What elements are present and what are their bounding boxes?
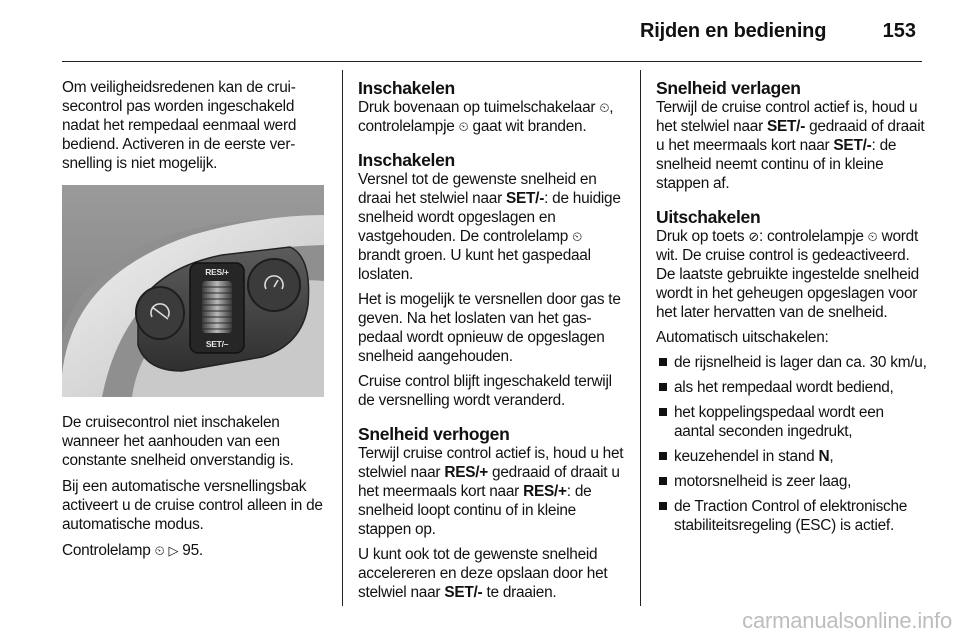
ref-prefix: Controlelamp bbox=[62, 542, 151, 559]
list-item: de rijsnelheid is lager dan ca. 30 km/u, bbox=[656, 353, 928, 372]
set-label: SET/– bbox=[205, 339, 229, 349]
ref-suffix: 95. bbox=[182, 542, 203, 559]
bold-text: RES/+ bbox=[444, 464, 488, 481]
text: gedraaid of draait u het meermaals kort naar bbox=[656, 118, 925, 154]
list-item: als het rempedaal wordt bediend, bbox=[656, 378, 928, 397]
list-item bbox=[656, 447, 928, 466]
text: U kunt ook tot de gewenste snelheid accelereren en deze opslaan door het stelwiel naar bbox=[358, 546, 608, 601]
bold-text: SET/- bbox=[506, 190, 545, 207]
page-reference bbox=[62, 541, 328, 560]
paragraph bbox=[358, 444, 626, 539]
section-uitschakelen bbox=[656, 207, 928, 535]
page-title: Rijden en bediening bbox=[640, 20, 827, 42]
paragraph: Het is mogelijk te versnellen door gas te geven. Na het loslaten van het gaspedaal wordt opnieuw de opgeslagen snelheid aangehouden. bbox=[358, 291, 621, 365]
text: gaat wit branden. bbox=[472, 118, 587, 135]
header-rule bbox=[62, 61, 922, 62]
text: brandt groen. U kunt het gaspedaal loslaten. bbox=[358, 247, 591, 283]
watermark: carmanualsonline.info bbox=[742, 608, 952, 633]
text: : de snelheid loopt continu of in kleine stappen op. bbox=[358, 483, 592, 538]
bold-text: RES/+ bbox=[523, 483, 567, 500]
text: Terwijl de cruise control actief is, houd u het stelwiel naar bbox=[656, 99, 918, 135]
paragraph bbox=[656, 227, 928, 322]
text: Druk bovenaan op tuimelschakelaar bbox=[358, 99, 596, 116]
paragraph: Cruise control blijft ingeschakeld terwijl de versnelling wordt veranderd. bbox=[358, 373, 612, 409]
section-inschakelen-1 bbox=[358, 78, 626, 136]
text: : de snelheid neemt continu of in kleine stappen af. bbox=[656, 137, 897, 192]
triangle-ref-icon: ▷ bbox=[168, 543, 179, 558]
cruise-control-icon: ⏲ bbox=[599, 100, 610, 115]
list-item: de Traction Control of elektronische stabiliteitsregeling (ESC) is actief. bbox=[656, 497, 928, 535]
column-divider bbox=[342, 70, 343, 606]
paragraph bbox=[358, 98, 626, 136]
res-label: RES/+ bbox=[205, 267, 229, 277]
section-heading: Inschakelen bbox=[358, 78, 455, 98]
page-number: 153 bbox=[882, 20, 916, 42]
text: Versnel tot de gewenste snelheid en draai het stelwiel naar bbox=[358, 171, 597, 207]
cruise-control-icon: ⏲ bbox=[867, 229, 878, 244]
text: te draaien. bbox=[486, 584, 557, 601]
bold-text: SET/- bbox=[833, 137, 872, 154]
text: , controlelampje bbox=[358, 99, 614, 135]
text: : de huidige snelheid wordt opgeslagen en vastgehouden. De controlelamp bbox=[358, 190, 621, 245]
section-heading: Snelheid verlagen bbox=[656, 78, 801, 98]
text: , bbox=[829, 448, 834, 465]
text: gedraaid of draait u het meermaals kort naar bbox=[358, 464, 620, 500]
cruise-control-icon: ⏲ bbox=[458, 119, 469, 134]
intro-paragraph: Om veiligheidsredenen kan de cruisecontrol pas worden ingeschakeld nadat het rempedaal eenmaal werd bediend. Activeren in de eerste versnelling is niet mogelijk. bbox=[62, 79, 297, 172]
section-heading: Uitschakelen bbox=[656, 207, 761, 227]
section-snelheid-verhogen bbox=[358, 424, 626, 602]
section-snelheid-verlagen bbox=[656, 78, 928, 193]
section-heading: Inschakelen bbox=[358, 150, 455, 170]
cruise-control-icon: ⏲ bbox=[154, 543, 165, 558]
text: keuzehendel in stand bbox=[674, 448, 815, 465]
list-item: het koppelingspedaal wordt een aantal seconden ingedrukt, bbox=[656, 403, 928, 441]
section-heading: Snelheid verhogen bbox=[358, 424, 510, 444]
paragraph: De cruisecontrol niet inschakelen wanneer het aanhouden van een constante snelheid onverstandig is. bbox=[62, 414, 294, 469]
cruise-control-icon: ⏲ bbox=[572, 229, 582, 244]
bold-text: SET/- bbox=[444, 584, 483, 601]
list-item: motorsnelheid is zeer laag, bbox=[656, 472, 928, 491]
text: Druk op toets bbox=[656, 228, 745, 245]
column-3 bbox=[656, 78, 928, 549]
steering-wheel-controls-photo bbox=[62, 185, 324, 397]
cruise-cancel-icon: ⊘ bbox=[748, 229, 759, 244]
text: Terwijl cruise control actief is, houd u het stelwiel naar bbox=[358, 445, 624, 481]
auto-off-list bbox=[656, 353, 928, 535]
paragraph: Bij een automatische versnellingsbak activeert u de cruise control alleen in de automatische modus. bbox=[62, 478, 323, 533]
column-2 bbox=[358, 78, 626, 616]
text: : controlelampje bbox=[758, 228, 864, 245]
paragraph bbox=[358, 170, 626, 284]
paragraph bbox=[656, 98, 928, 193]
auto-off-label: Automatisch uitschakelen: bbox=[656, 329, 829, 346]
bold-text: N bbox=[818, 448, 830, 465]
paragraph bbox=[358, 545, 626, 602]
column-1 bbox=[62, 78, 328, 567]
text: wordt wit. De cruise control is gedeactiveerd. De laatste gebruikte ingestelde snelheid wordt in het geheugen opgeslagen voor het later hervatten van de snelheid. bbox=[656, 228, 919, 321]
column-divider bbox=[640, 70, 641, 606]
section-inschakelen-2 bbox=[358, 150, 626, 410]
bold-text: SET/- bbox=[767, 118, 806, 135]
